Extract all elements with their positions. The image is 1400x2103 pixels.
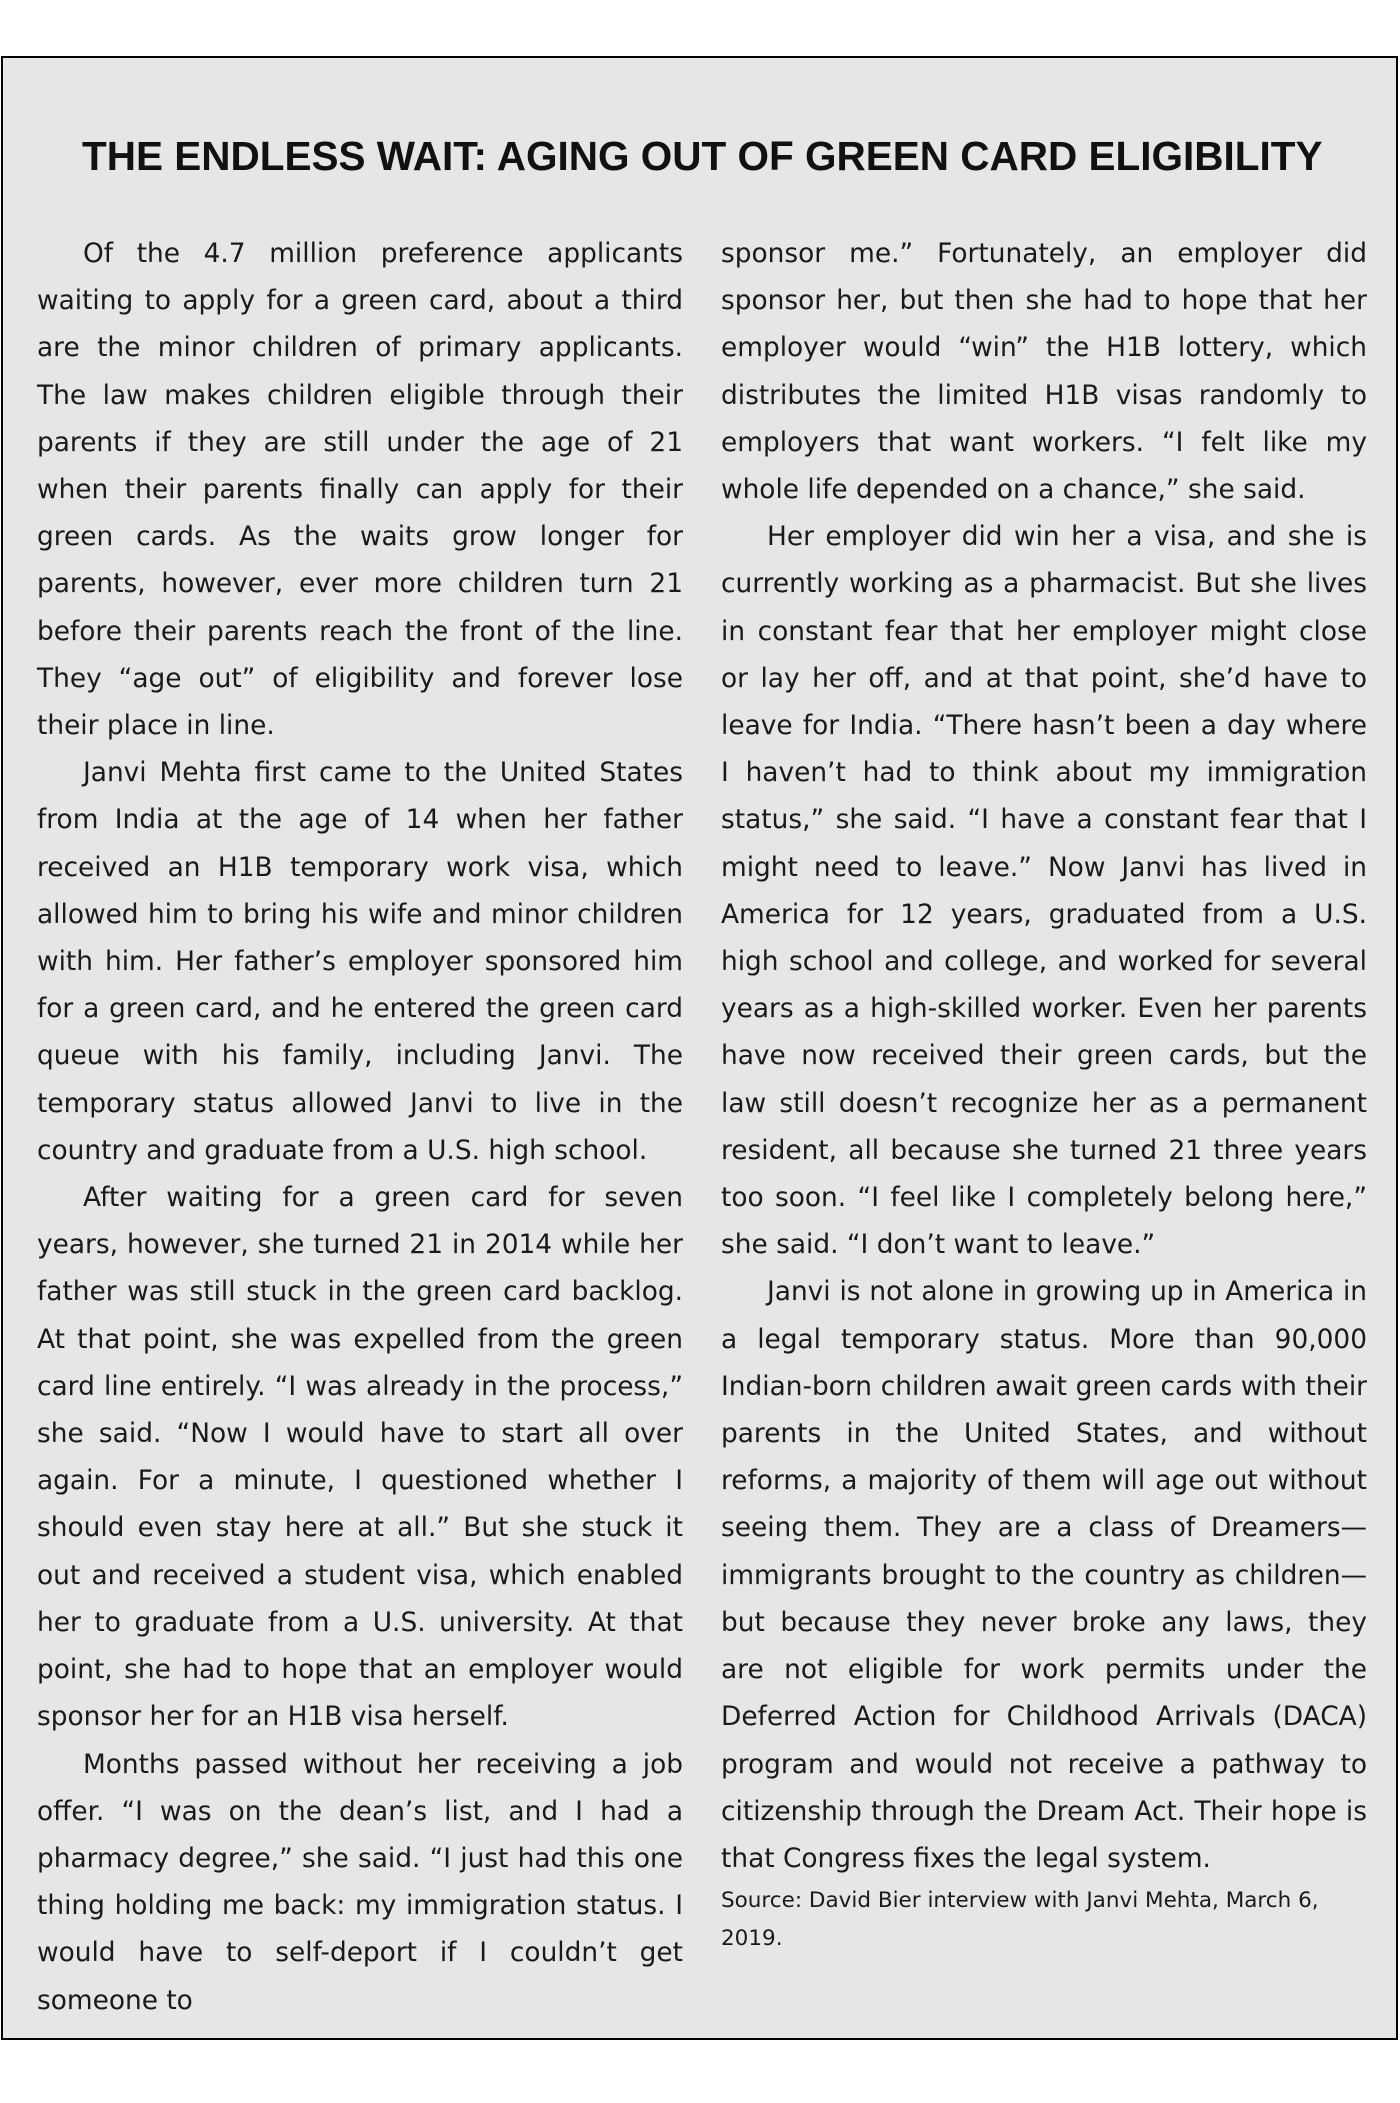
paragraph: Her employer did win her a visa, and she is currently working as a pharmacist. But she lives in constant fear that her employer might close or lay her off, and at that point, she’d have to leave for India. “There hasn’t been a day where I haven’t had to think about my immigration status,” she said. “I have a constant fear that I might need to leave.” Now Janvi has lived in America for 12 years, graduated from a U.S. high school and college, and worked for several years as a high-skilled worker. Even her parents have now received their green cards, but the law still doesn’t recognize her as a permanent resident, all because she turned 21 three years too soon. “I feel like I completely belong here,” she said. “I don’t want to leave.” [721, 521, 1367, 1261]
source-note: Source: David Bier interview with Janvi Mehta, March 6, 2019. [721, 1888, 1319, 1952]
paragraph: Janvi is not alone in growing up in America in a legal temporary status. More than 90,000 Indian-born children await green cards with their parents in the United States, and without reforms, a majority of them will age out without seeing them. They are a class of Dreamers—immigrants brought to the country as children—but because they never broke any laws, they are not eligible for work permits under the Deferred Action for Childhood Arrivals (DACA) program and would not receive a pathway to citizenship through the Dream Act. Their hope is that Congress fixes the legal system. [721, 1276, 1367, 1874]
paragraph: Months passed without her receiving a job offer. “I was on the dean’s list, and I had a pharmacy degree,” she said. “I just had this one thing holding me back: my immigration status. I would have to self-deport if I couldn’t get someone to [37, 1748, 683, 2016]
paragraph: After waiting for a green card for seven years, however, she turned 21 in 2014 while her father was still stuck in the green card backlog. At that point, she was expelled from the green card line entirely. “I was already in the process,” she said. “Now I would have to start all over again. For a minute, I questioned whether I should even stay here at all.” But she stuck it out and received a student visa, which enabled her to graduate from a U.S. university. At that point, she had to hope that an employer would sponsor her for an H1B visa herself. [37, 1182, 683, 1733]
left-column [37, 230, 683, 2024]
sidebar-title: THE ENDLESS WAIT: AGING OUT OF GREEN CARD ELIGIBILITY [82, 133, 1323, 179]
right-column [721, 230, 1367, 1958]
paragraph: Janvi Mehta first came to the United States from India at the age of 14 when her father received an H1B temporary work visa, which allowed him to bring his wife and minor children with him. Her father’s employer sponsored him for a green card, and he entered the green card queue with his family, including Janvi. The temporary status allowed Janvi to live in the country and graduate from a U.S. high school. [37, 757, 683, 1166]
paragraph: sponsor me.” Fortunately, an employer did sponsor her, but then she had to hope that her employer would “win” the H1B lottery, which distributes the limited H1B visas randomly to employers that want workers. “I felt like my whole life depended on a chance,” she said. [721, 238, 1367, 506]
paragraph: Of the 4.7 million preference applicants waiting to apply for a green card, about a third are the minor children of primary applicants. The law makes children eligible through their parents if they are still under the age of 21 when their parents finally can apply for their green cards. As the waits grow longer for parents, however, ever more children turn 21 before their parents reach the front of the line. They “age out” of eligibility and forever lose their place in line. [37, 238, 683, 742]
